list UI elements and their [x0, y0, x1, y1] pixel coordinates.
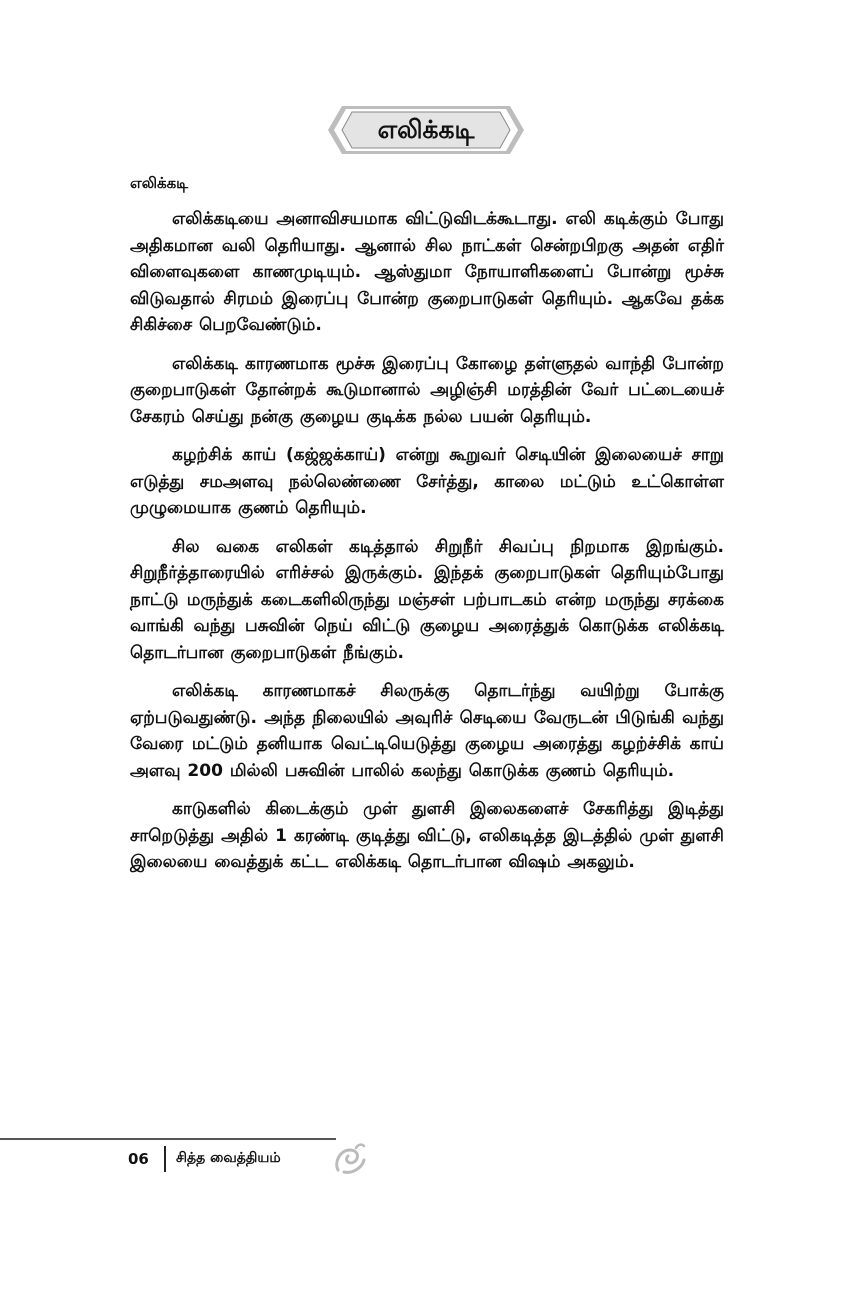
- paragraph-4: சில வகை எலிகள் கடித்தால் சிறுநீர் சிவப்பு நிறமாக இறங்கும். சிறுநீர்த்தாரையில் எரிச்சல் இருக்கும். இந்தக் குறைபாடுகள் தெரியும்போது நாட்டு மருந்துக் கடைகளிலிருந்து மஞ்சள் பற்பாடகம் என்ற மருந்து சரக்கை வாங்கி வந்து பசுவின் நெய் விட்டு குழைய அரைத்துக் கொடுக்க எலிக்கடி தொடர்பான குறைபாடுகள் நீங்கும்.: [130, 536, 724, 663]
- title-banner: [328, 104, 524, 156]
- book-title: சித்த வைத்தியம்: [176, 1150, 281, 1166]
- paragraph-3: கழற்சிக் காய் (கஜ்ஜக்காய்) என்று கூறுவர் செடியின் இலையைச் சாறு எடுத்து சமஅளவு நல்லெண்ணை சேர்த்து, காலை மட்டும் உட்கொள்ள முழுமையாக குணம் தெரியும்.: [130, 445, 724, 518]
- paragraph-5: எலிக்கடி காரணமாகச் சிலருக்கு தொடர்ந்து வயிற்று போக்கு ஏற்படுவதுண்டு. அந்த நிலையில் அவுரிச் செடியை வேருடன் பிடுங்கி வந்து வேரை மட்டும் தனியாக வெட்டியெடுத்து குழைய அரைத்து கழற்ச்சிக் காய் அளவு 200 மில்லி பசுவின் பாலில் கலந்து கொடுக்க குணம் தெரியும்.: [130, 681, 724, 781]
- article-body: [130, 206, 724, 888]
- flourish-ornament-icon: [330, 1140, 370, 1180]
- footer-rule: [0, 1138, 336, 1140]
- page-title: எலிக்கடி: [377, 115, 475, 144]
- paragraph-1: எலிக்கடியை அனாவிசயமாக விட்டுவிடக்கூடாது. எலி கடிக்கும் போது அதிகமான வலி தெரியாது. ஆனால் சில நாட்கள் சென்றபிறகு அதன் எதிர் விளைவுகளை காணமுடியும். ஆஸ்துமா நோயாளிகளைப் போன்று மூச்சு விடுவதால் சிரமம் இரைப்பு போன்ற குறைபாடுகள் தெரியும். ஆகவே தக்க சிகிச்சை பெறவேண்டும்.: [130, 209, 724, 335]
- paragraph-2: எலிக்கடி காரணமாக மூச்சு இரைப்பு கோழை தள்ளுதல் வாந்தி போன்ற குறைபாடுகள் தோன்றக் கூடுமானால் அழிஞ்சி மரத்தின் வேர் பட்டையைச் சேகரம் செய்து நன்கு குழைய குடிக்க நல்ல பயன் தெரியும்.: [130, 353, 724, 427]
- page-number: 06: [128, 1150, 149, 1168]
- paragraph-6: காடுகளில் கிடைக்கும் முள் துளசி இலைகளைச் சேகரித்து இடித்து சாறெடுத்து அதில் 1 கரண்டி குடித்து விட்டு, எலிகடித்த இடத்தில் முள் துளசி இலையை வைத்துக் கட்ட எலிக்கடி தொடர்பான விஷம் அகலும்.: [130, 799, 724, 872]
- footer-divider: [164, 1146, 166, 1172]
- section-heading: எலிக்கடி: [130, 174, 189, 192]
